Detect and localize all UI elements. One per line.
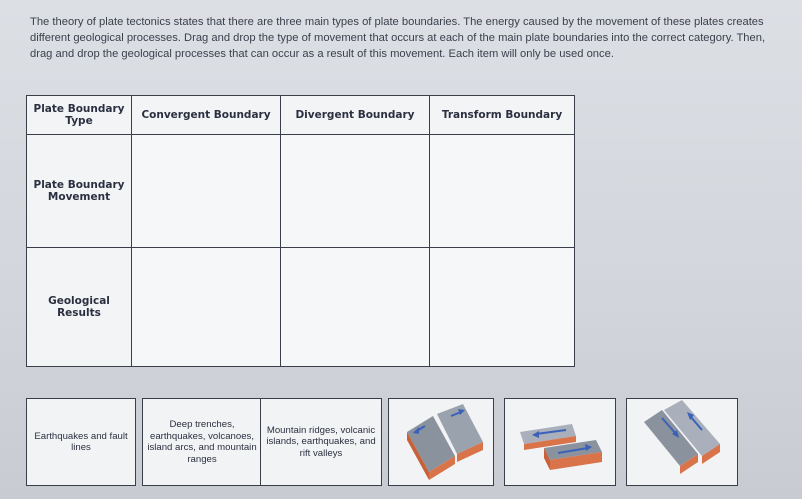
drag-tile-subducting-plates[interactable] xyxy=(504,398,616,486)
tile-label: Earthquakes and fault lines xyxy=(34,430,128,453)
column-header-convergent: Convergent Boundary xyxy=(132,96,281,135)
corner-header: Plate Boundary Type xyxy=(27,96,132,135)
row-header-results: Geological Results xyxy=(27,248,132,367)
column-header-divergent: Divergent Boundary xyxy=(281,96,430,135)
instructions-text: The theory of plate tectonics states that there are three main types of plate boundaries. The energy caused by the movement of these plates creates different geological processes. Drag and drop the type of movement that occurs at each of the main plate boundaries into the correct category. Then, drag and drop the geological processes that can occur as a result of this movement. Each item will only be used once. xyxy=(30,16,766,60)
drop-zone-convergent-results[interactable] xyxy=(132,248,281,367)
drag-tile-convergent-results[interactable] xyxy=(142,398,262,486)
tile-label: Deep trenches, earthquakes, volcanoes, island arcs, and mountain ranges xyxy=(147,419,257,465)
drag-tile-sliding-plates[interactable] xyxy=(626,398,738,486)
drag-tile-diverging-plates[interactable] xyxy=(388,398,494,486)
diverging-plates-diagram-icon xyxy=(393,402,489,482)
drop-zone-divergent-results[interactable] xyxy=(281,248,430,367)
tile-label: Mountain ridges, volcanic islands, earthquakes, and rift valleys xyxy=(266,424,376,459)
drag-tile-earthquakes-fault-lines[interactable] xyxy=(26,398,136,486)
drop-zone-convergent-movement[interactable] xyxy=(132,135,281,248)
drop-zone-transform-results[interactable] xyxy=(430,248,575,367)
subducting-plates-diagram-icon xyxy=(510,402,610,482)
drag-tile-divergent-results[interactable] xyxy=(260,398,382,486)
classification-table xyxy=(26,95,575,367)
drop-zone-transform-movement[interactable] xyxy=(430,135,575,248)
drop-zone-divergent-movement[interactable] xyxy=(281,135,430,248)
row-header-movement: Plate Boundary Movement xyxy=(27,135,132,248)
column-header-transform: Transform Boundary xyxy=(430,96,575,135)
sliding-plates-diagram-icon xyxy=(632,400,732,484)
